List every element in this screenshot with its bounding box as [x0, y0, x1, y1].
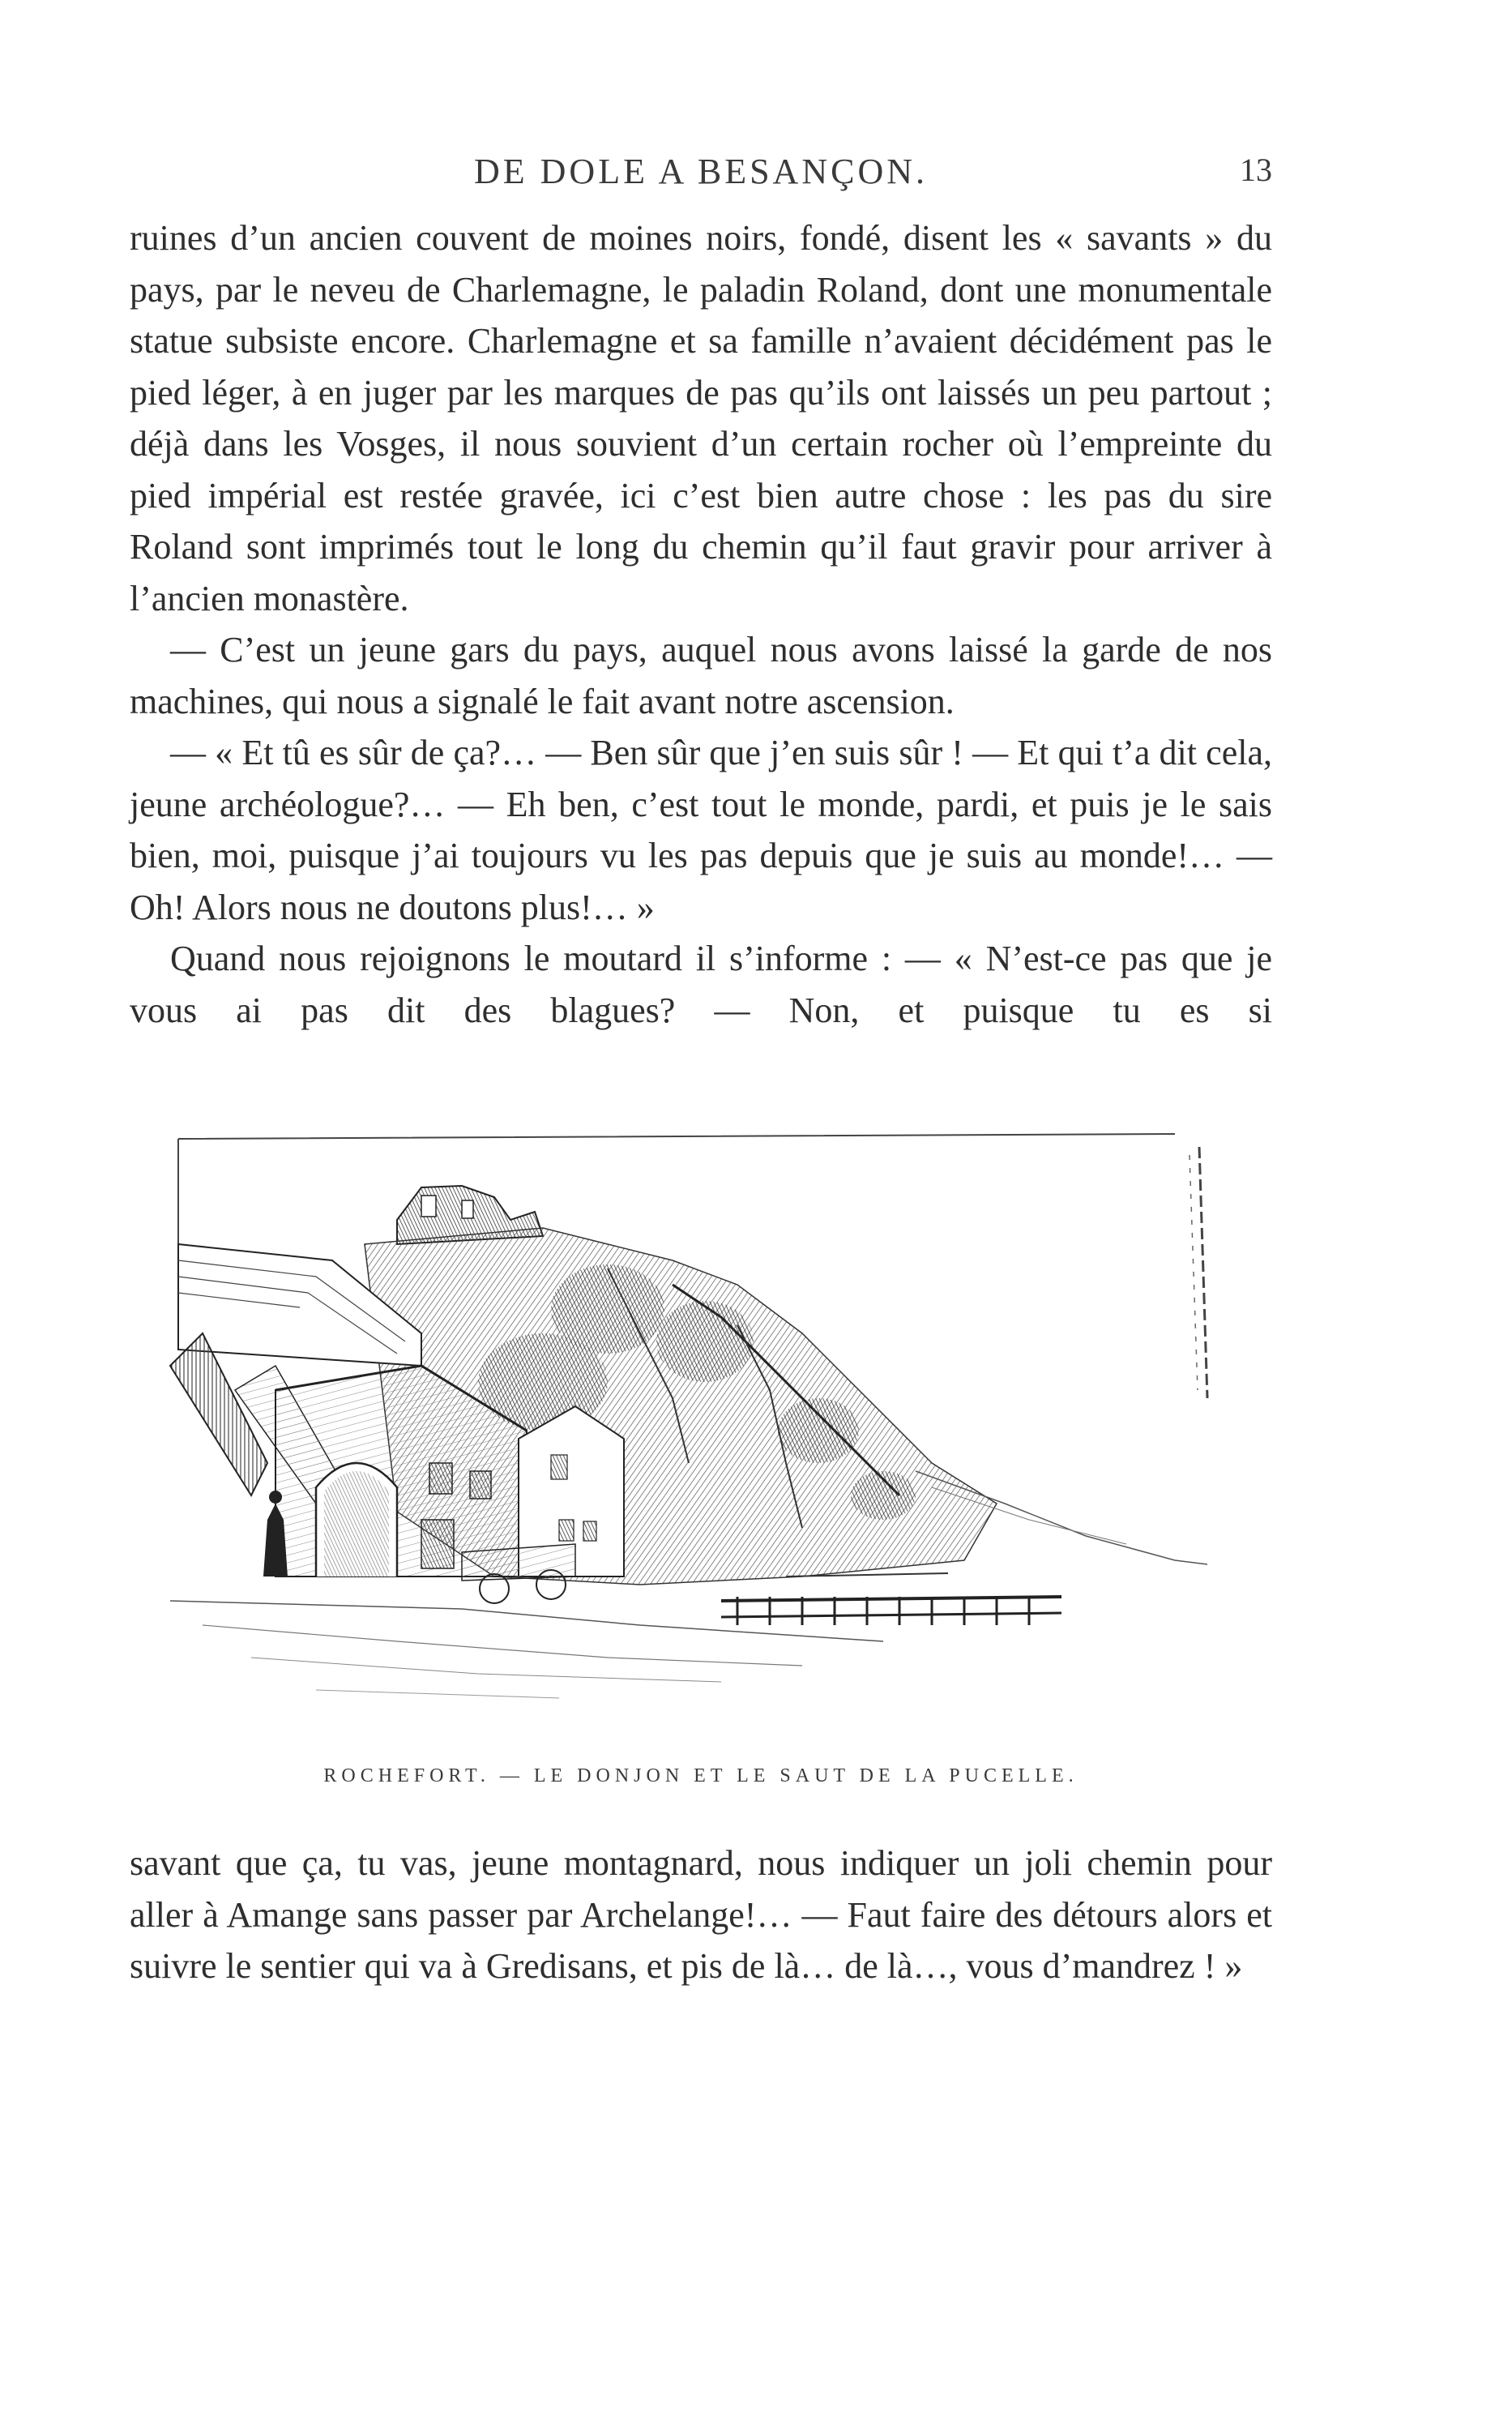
paragraph: ruines d’un ancien couvent de moines noirs, fondé, disent les « savants » du pays, par le neveu de Charlemagne, le paladin Roland, dont une monumentale statue subsiste encore. Charlemagne et sa famille n’avaient décidément pas le pied léger, à en juger par les marques de pas qu’ils ont laissés un peu partout ; déjà dans les Vosges, il nous souvient d’un certain rocher où l’empreinte du pied impérial est restée gravée, ici c’est bien autre chose : les pas du sire Roland sont imprimés tout le long du chemin qu’il faut gravir pour arriver à l’ancien monastère.: [130, 218, 1272, 618]
running-title: DE DOLE A BESANÇON.: [473, 152, 929, 191]
figure-caption: ROCHEFORT. — LE DONJON ET LE SAUT DE LA PUCELLE.: [323, 1765, 1078, 1786]
paragraph: savant que ça, tu vas, jeune montagnard, nous indiquer un joli chemin pour aller à Amange sans passer par Archelange!… — Faut faire des détours alors et suivre le sentier qui va à Gredisans, et pis de là… de là…, vous d’mandrez ! »: [130, 1843, 1272, 1986]
page-number: 13: [1240, 152, 1272, 188]
body-text-top: [130, 212, 1272, 1036]
engraving-svg: [154, 1123, 1236, 1706]
body-text-bottom: [130, 1837, 1272, 1992]
engraving-illustration: [154, 1123, 1236, 1706]
running-head: [130, 151, 1272, 199]
paragraph: — C’est un jeune gars du pays, auquel nous avons laissé la garde de nos machines, qui nous a signalé le fait avant notre ascension.: [130, 630, 1272, 721]
paragraph: Quand nous rejoignons le moutard il s’informe : — « N’est-ce pas que je vous ai pas dit des blagues? — Non, et puisque tu es si: [130, 939, 1272, 1030]
paragraph: — « Et tû es sûr de ça?… — Ben sûr que j’en suis sûr ! — Et qui t’a dit cela, jeune archéologue?… — Eh ben, c’est tout le monde, pardi, et puis je le sais bien, moi, puisque j’ai toujours vu les pas depuis que je suis au monde!… — Oh! Alors nous ne doutons plus!… »: [130, 733, 1272, 927]
